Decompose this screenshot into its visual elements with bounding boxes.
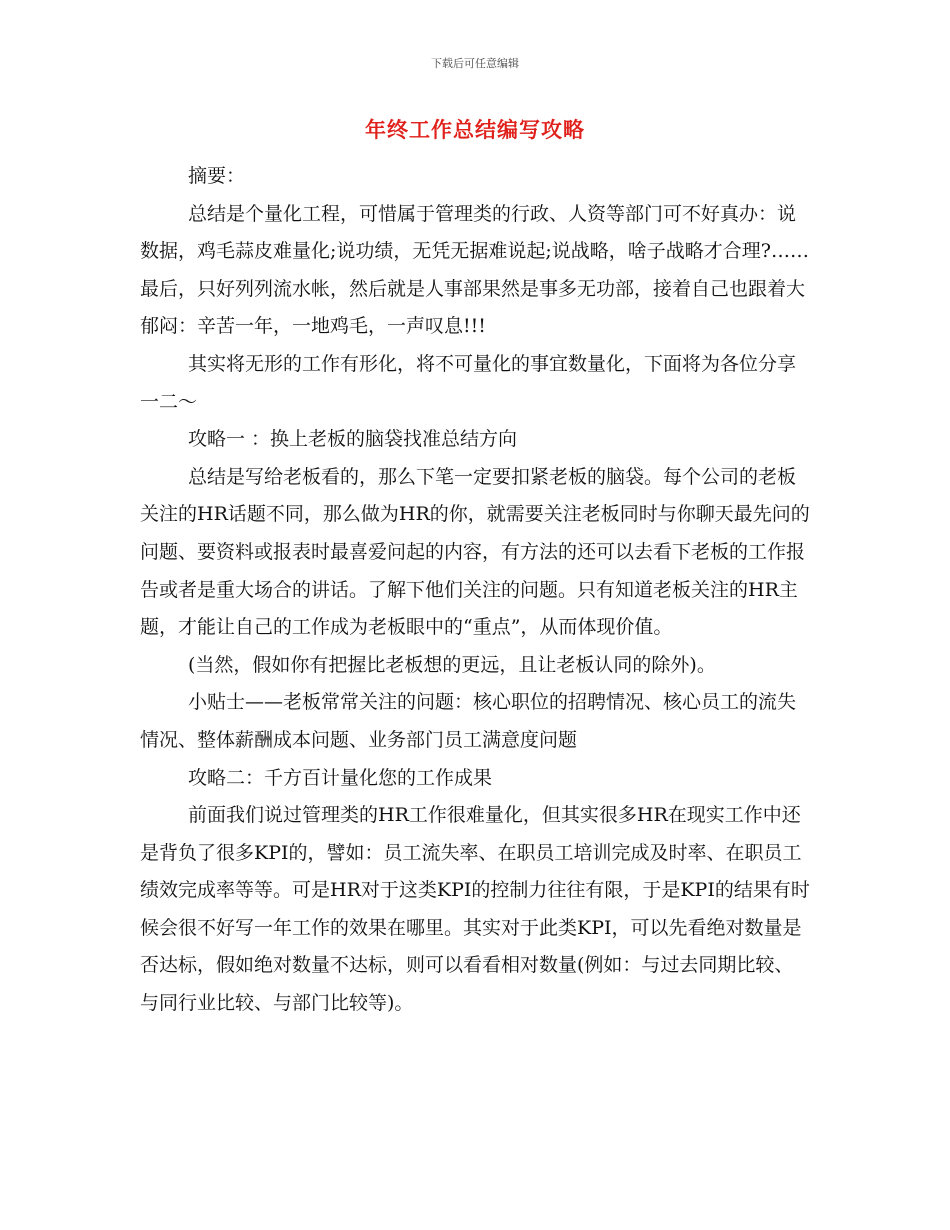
document-title: 年终工作总结编写攻略 bbox=[365, 118, 585, 142]
paragraph-tip: 小贴士——老板常常关注的问题：核心职位的招聘情况、核心员工的流失情况、整体薪酬成本问题、业务部门员工满意度问题 bbox=[140, 691, 797, 751]
paragraph-strategy-one-note: (当然，假如你有把握比老板想的更远，且让老板认同的除外)。 bbox=[188, 653, 716, 676]
heading-strategy-one: 攻略一 ：换上老板的脑袋找准总结方向 bbox=[188, 428, 518, 451]
paragraph-abstract-label: 摘要： bbox=[188, 165, 246, 187]
paragraph-intro: 总结是个量化工程，可惜属于管理类的行政、人资等部门可不好真办：说数据，鸡毛蒜皮难量化;说功绩，无凭无据难说起;说战略，啥子战略才合理?……最后，只好列列流水帐，然后就是人事部果然是事多无功部，接着自己也跟着大郁闷：辛苦一年，一地鸡毛，一声叹息!!! bbox=[140, 202, 809, 338]
heading-strategy-two: 攻略二：千方百计量化您的工作成果 bbox=[188, 766, 493, 789]
paragraph-strategy-two-body: 前面我们说过管理类的HR工作很难量化，但其实很多HR在现实工作中还是背负了很多KPI的，譬如：员工流失率、在职员工培训完成及时率、在职员工绩效完成率等等。可是HR对于这类KPI的控制力往往有限，于是KPI的结果有时候会很不好写一年工作的效果在哪里。其实对于此类KPI，可以先看绝对数量是否达标，假如绝对数量不达标，则可以看看相对数量(例如：与过去同期比较、与同行业比较、与部门比较等)。 bbox=[140, 804, 810, 1015]
page-header-note: 下载后可任意编辑 bbox=[431, 57, 519, 70]
paragraph-sharing: 其实将无形的工作有形化，将不可量化的事宜数量化，下面将为各位分享一二～ bbox=[140, 352, 797, 413]
document-body bbox=[140, 158, 810, 1023]
paragraph-strategy-one-body: 总结是写给老板看的，那么下笔一定要扣紧老板的脑袋。每个公司的老板关注的HR话题不同，那么做为HR的你，就需要关注老板同时与你聊天最先问的问题、要资料或报表时最喜爱问起的内容，有方法的还可以去看下老板的工作报告或者是重大场合的讲话。了解下他们关注的问题。只有知道老板关注的HR主题，才能让自己的工作成为老板眼中的“重点”，从而体现价值。 bbox=[140, 465, 810, 639]
